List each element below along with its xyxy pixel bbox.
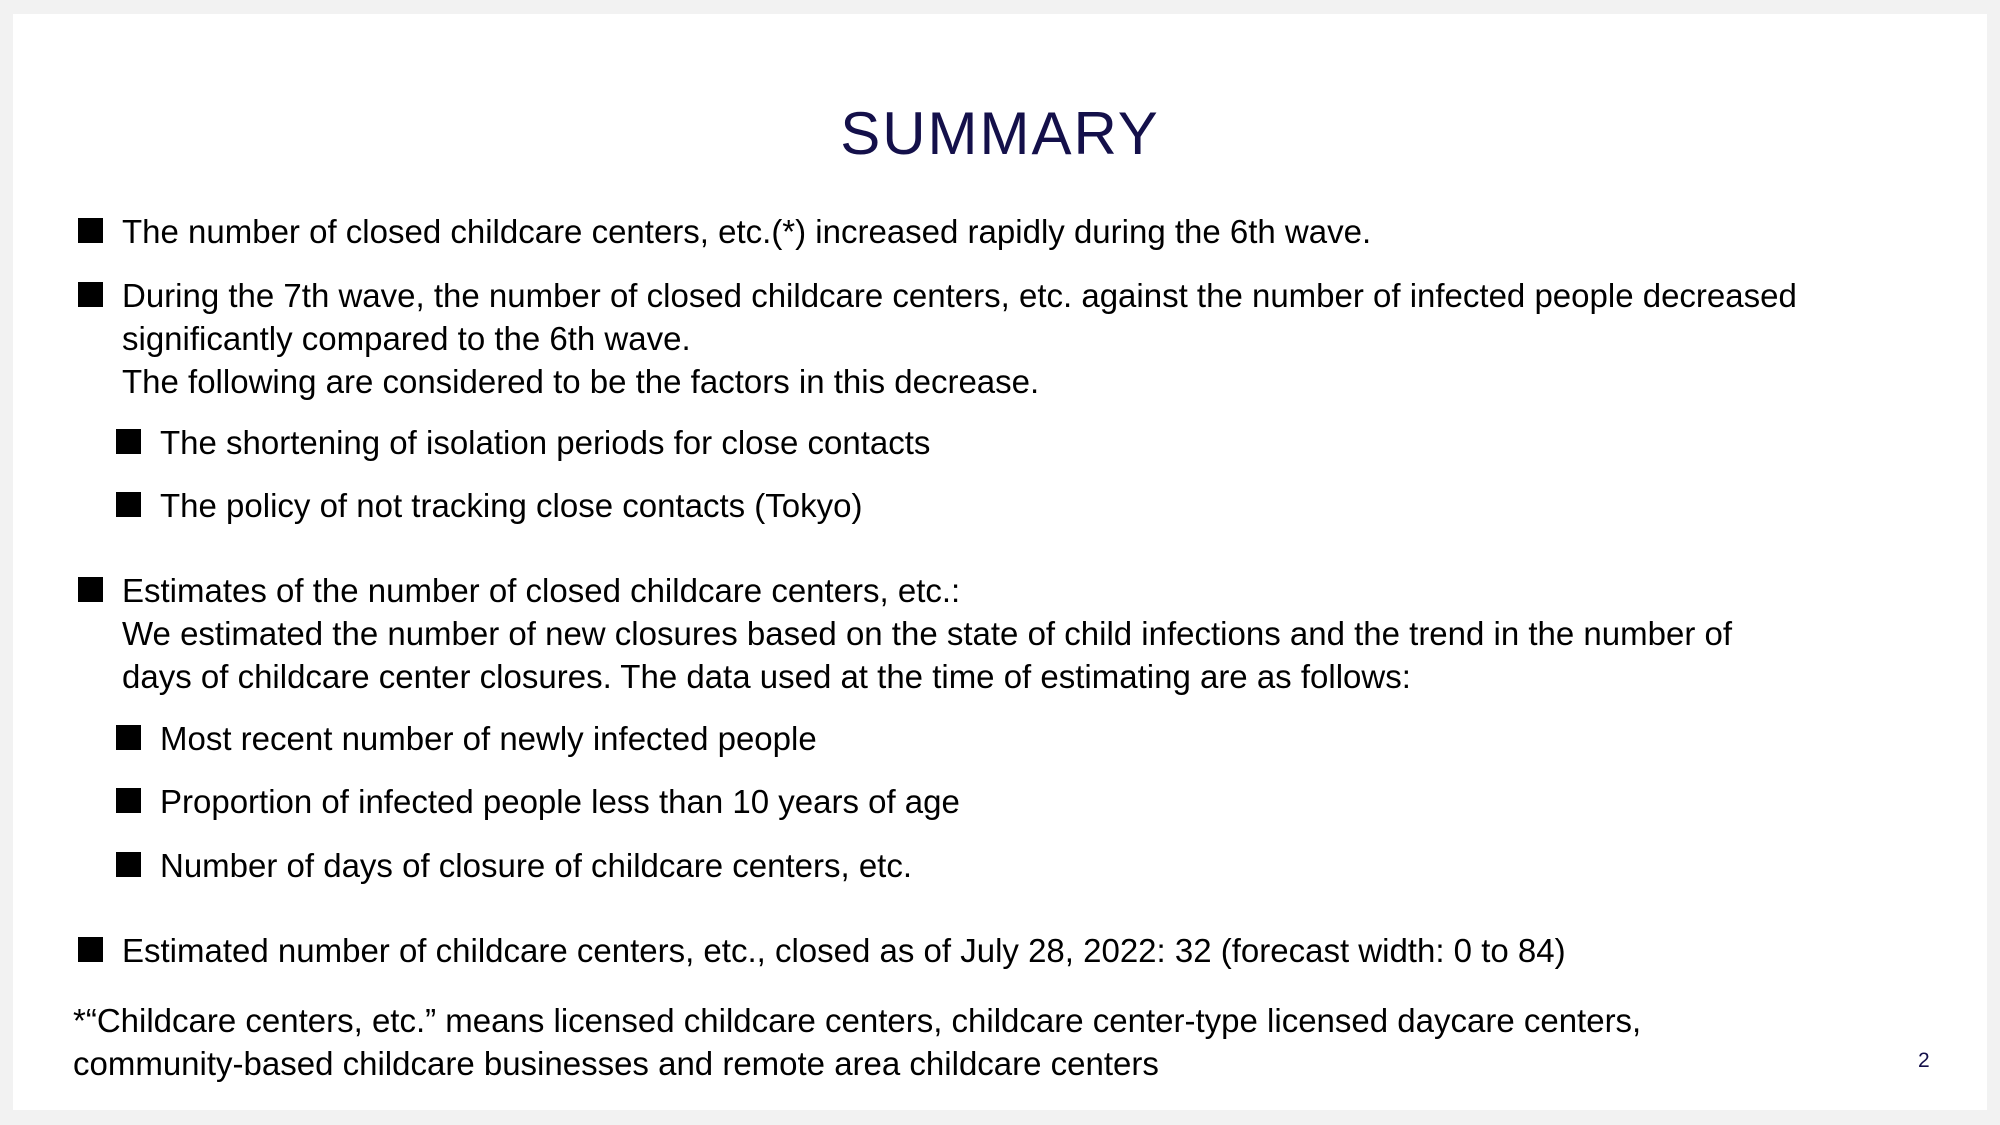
bullet-text-line: During the 7th wave, the number of closed childcare centers, etc. against the number of infected people decreased [122,277,1797,314]
bullet-item-1 [78,210,1371,253]
square-bullet-icon [116,725,141,750]
bullet-item-2 [78,274,1797,403]
sub-bullet-item [116,717,817,760]
sub-bullet-text: Most recent number of newly infected people [160,720,817,757]
bullet-item-3 [78,569,1732,698]
square-bullet-icon [116,788,141,813]
sub-bullet-text: The policy of not tracking close contacts (Tokyo) [160,487,863,524]
footnote [73,999,1641,1085]
slide-title: SUMMARY [840,100,1160,167]
page-number: 2 [1918,1049,1930,1072]
bullet-text-line: The following are considered to be the factors in this decrease. [122,363,1040,400]
bullet-item-4 [78,929,1566,972]
bullet-text: Estimated number of childcare centers, etc., closed as of July 28, 2022: 32 (forecast width: 0 to 84) [122,932,1566,969]
square-bullet-icon [116,852,141,877]
bullet-text: The number of closed childcare centers, etc.(*) increased rapidly during the 6th wave. [122,213,1372,250]
footnote-line: community-based childcare businesses and remote area childcare centers [73,1045,1159,1082]
bullet-text-line: days of childcare center closures. The data used at the time of estimating are as follows: [122,658,1411,695]
sub-bullet-item [116,484,862,527]
square-bullet-icon [116,492,141,517]
slide [13,14,1987,1110]
square-bullet-icon [116,429,141,454]
square-bullet-icon [78,218,103,243]
footnote-line: *“Childcare centers, etc.” means licensed childcare centers, childcare center-type licensed daycare centers, [73,1002,1642,1039]
bullet-text-line: We estimated the number of new closures based on the state of child infections and the trend in the number of [122,615,1733,652]
bullet-text-line: Estimates of the number of closed childcare centers, etc.: [122,572,961,609]
sub-bullet-text: Number of days of closure of childcare centers, etc. [160,847,913,884]
square-bullet-icon [78,282,103,307]
bullet-text-line: significantly compared to the 6th wave. [122,320,691,357]
square-bullet-icon [78,937,103,962]
sub-bullet-text: Proportion of infected people less than 10 years of age [160,783,960,820]
sub-bullet-text: The shortening of isolation periods for close contacts [160,424,931,461]
sub-bullet-item [116,421,930,464]
sub-bullet-item [116,844,912,887]
sub-bullet-item [116,780,960,823]
square-bullet-icon [78,577,103,602]
